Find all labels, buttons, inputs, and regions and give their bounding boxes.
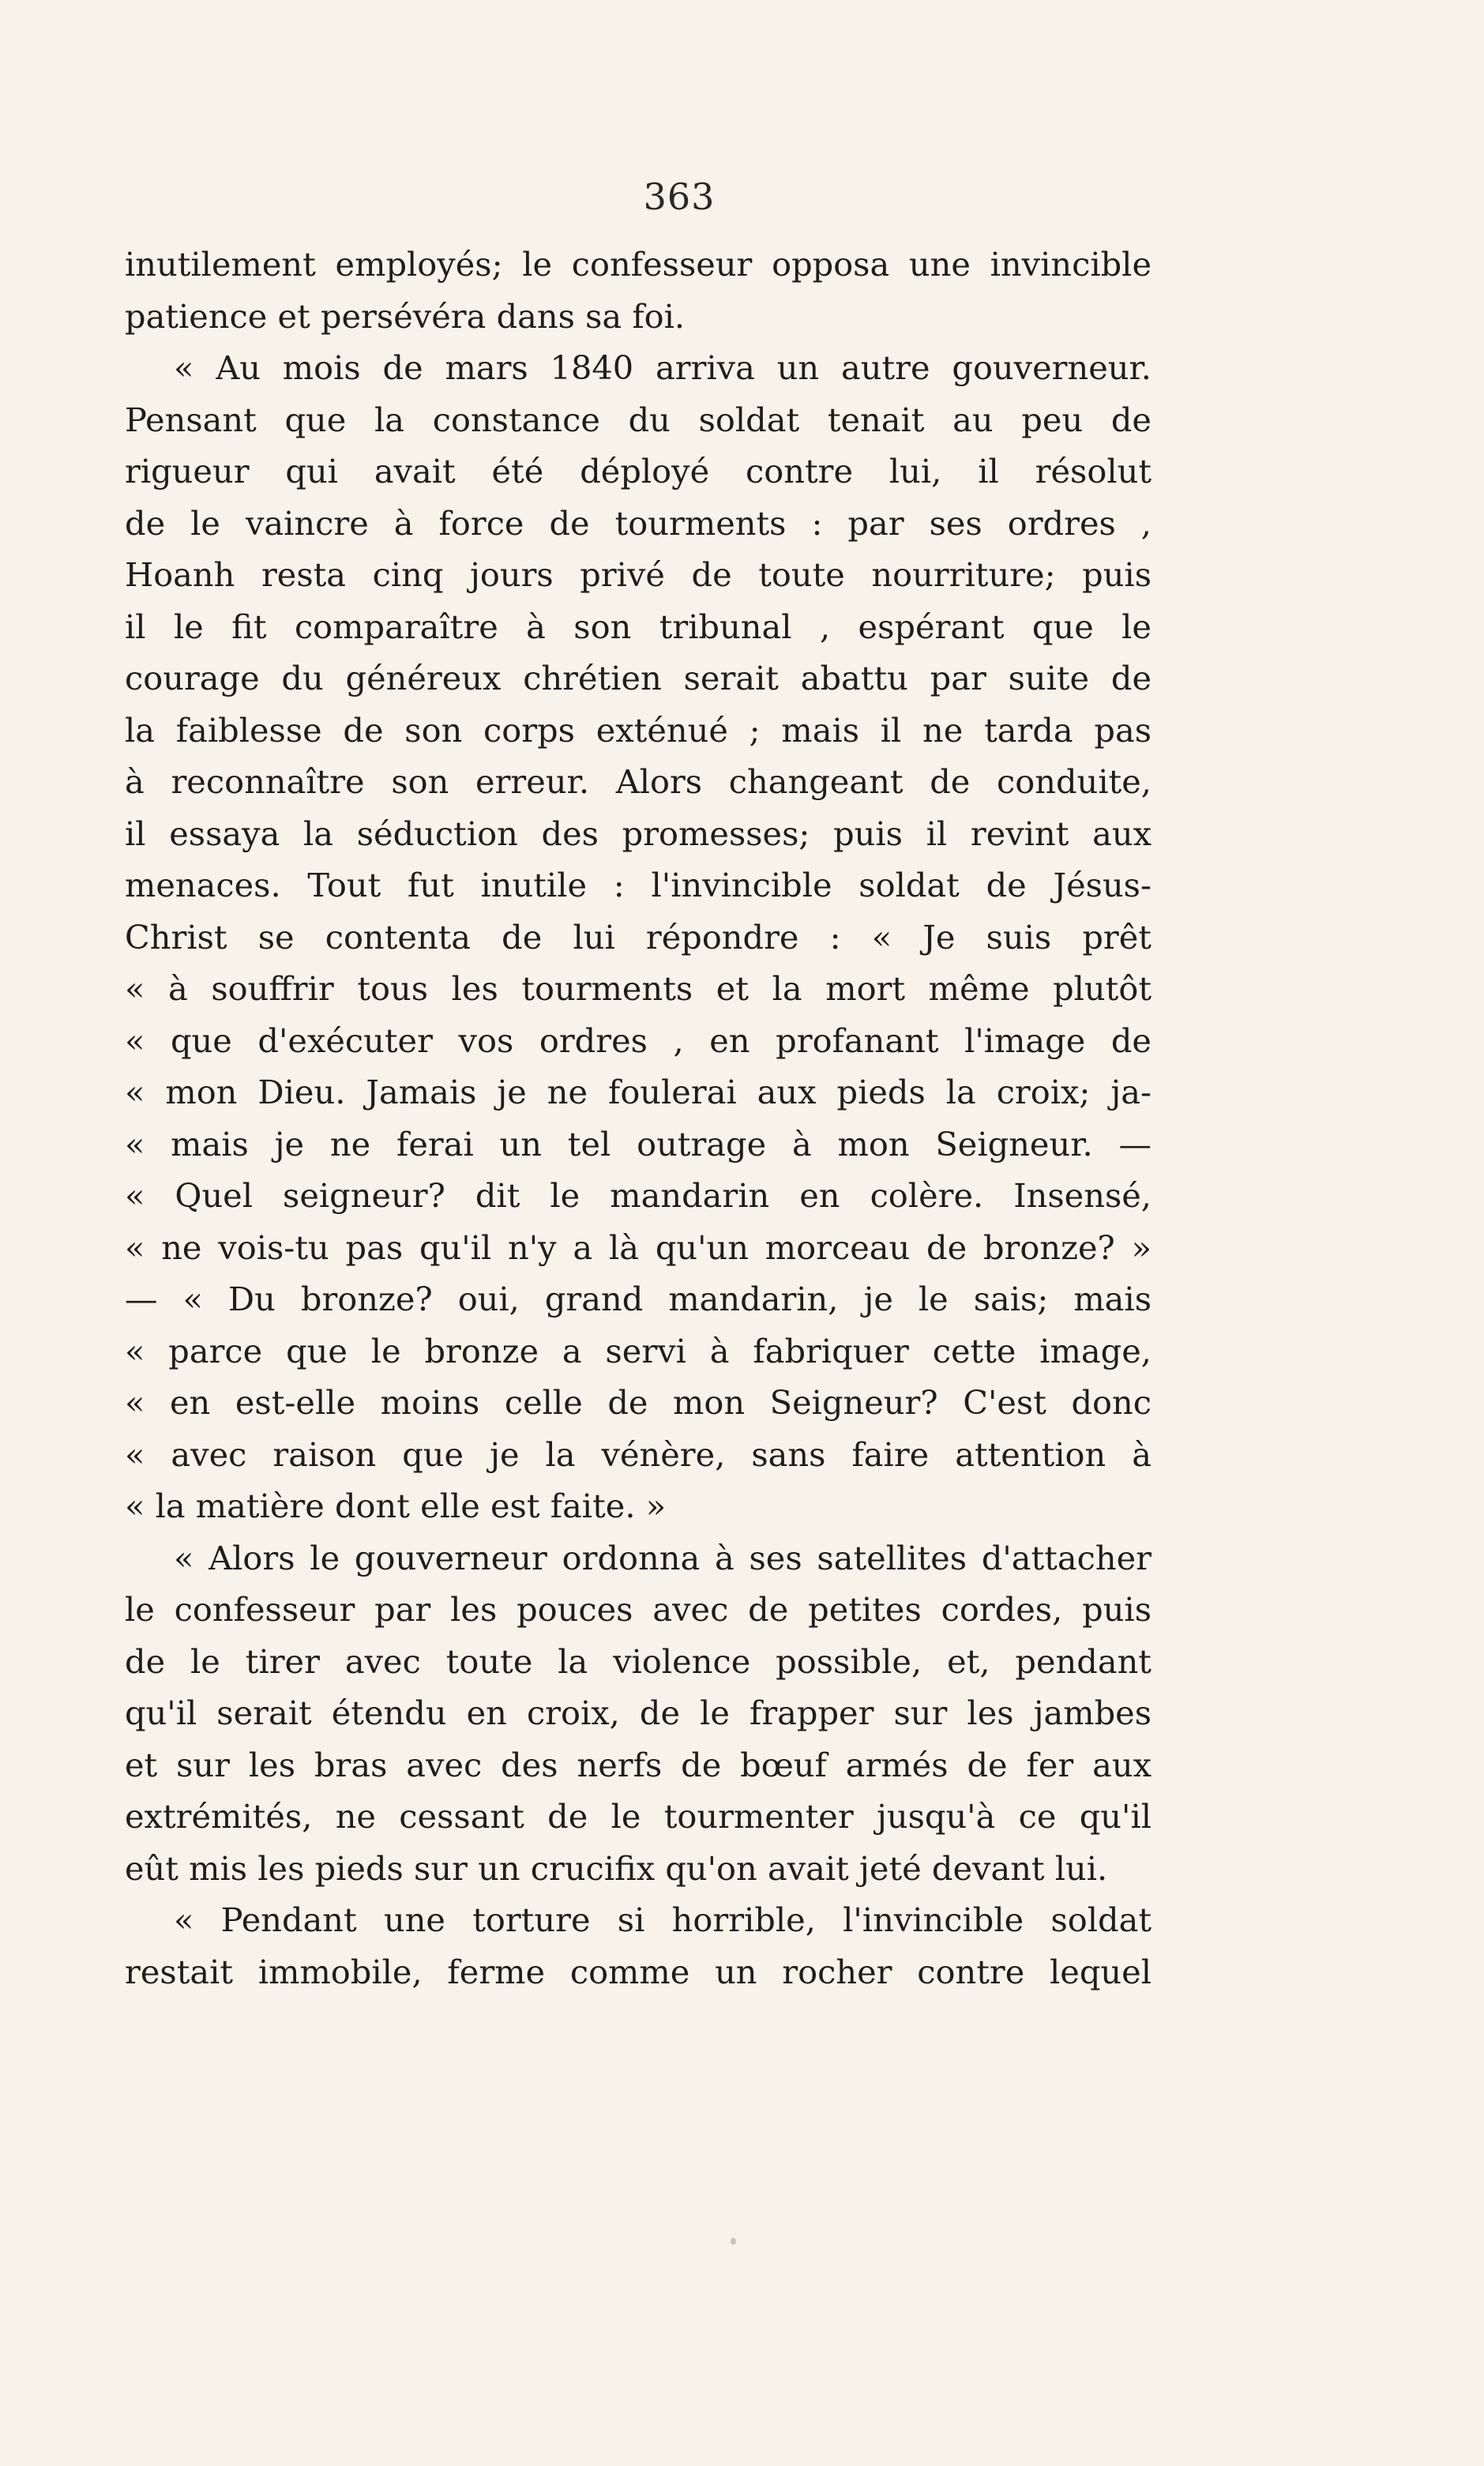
text-line: inutilement employés; le confesseur opposa une invincible xyxy=(125,245,1152,284)
page-number: 363 xyxy=(643,175,716,218)
text-line: Pensant que la constance du soldat tenait au peu de xyxy=(125,400,1152,439)
body-text xyxy=(125,239,1152,1998)
text-line: Hoanh resta cinq jours privé de toute nourriture; puis xyxy=(125,555,1152,594)
text-line: Christ se contenta de lui répondre : « Je suis prêt xyxy=(125,917,1152,957)
text-line: de le vaincre à force de tourments : par ses ordres , xyxy=(125,503,1152,543)
text-line: de le tirer avec toute la violence possible, et, pendant xyxy=(125,1641,1152,1681)
text-line: « en est-elle moins celle de mon Seigneur? C'est donc xyxy=(125,1383,1152,1422)
text-line: à reconnaître son erreur. Alors changeant de conduite, xyxy=(125,762,1152,801)
text-line: la faiblesse de son corps exténué ; mais il ne tarda pas xyxy=(125,710,1152,750)
text-line: et sur les bras avec des nerfs de bœuf armés de fer aux xyxy=(125,1745,1152,1784)
text-line: restait immobile, ferme comme un rocher contre lequel xyxy=(125,1952,1152,1991)
text-line: il le fit comparaître à son tribunal , espérant que le xyxy=(125,607,1152,646)
text-line: « à souffrir tous les tourments et la mort même plutôt xyxy=(125,969,1152,1008)
text-line: il essaya la séduction des promesses; puis il revint aux xyxy=(125,814,1152,853)
text-line: rigueur qui avait été déployé contre lui, il résolut xyxy=(125,452,1152,491)
text-line: « avec raison que je la vénère, sans faire attention à xyxy=(125,1434,1152,1474)
ink-speck xyxy=(731,2238,736,2245)
paragraph-first-line: « Au mois de mars 1840 arriva un autre gouverneur. xyxy=(174,348,1152,387)
text-line: « que d'exécuter vos ordres , en profanant l'image de xyxy=(125,1021,1152,1060)
text-line: courage du généreux chrétien serait abattu par suite de xyxy=(125,659,1152,697)
text-line: eût mis les pieds sur un crucifix qu'on avait jeté devant lui. xyxy=(125,1848,1108,1888)
text-line: extrémités, ne cessant de le tourmenter jusqu'à ce qu'il xyxy=(125,1797,1152,1836)
text-line: « mon Dieu. Jamais je ne foulerai aux pieds la croix; ja- xyxy=(125,1073,1152,1111)
text-line: « parce que le bronze a servi à fabriquer cette image, xyxy=(125,1331,1152,1370)
paragraph-first-line: « Alors le gouverneur ordonna à ses satellites d'attacher xyxy=(174,1538,1152,1577)
text-line: qu'il serait étendu en croix, de le frapper sur les jambes xyxy=(125,1693,1152,1732)
text-line: « la matière dont elle est faite. » xyxy=(125,1487,667,1525)
text-line: — « Du bronze? oui, grand mandarin, je le sais; mais xyxy=(125,1280,1152,1318)
text-line: le confesseur par les pouces avec de petites cordes, puis xyxy=(125,1590,1152,1629)
text-line: « mais je ne ferai un tel outrage à mon Seigneur. — xyxy=(125,1124,1152,1163)
text-line: menaces. Tout fut inutile : l'invincible soldat de Jésus- xyxy=(125,866,1152,904)
text-line: « Quel seigneur? dit le mandarin en colère. Insensé, xyxy=(125,1176,1152,1215)
text-line: patience et persévéra dans sa foi. xyxy=(125,296,686,336)
text-line: « ne vois-tu pas qu'il n'y a là qu'un morceau de bronze? » xyxy=(125,1227,1152,1267)
paragraph-first-line: « Pendant une torture si horrible, l'invincible soldat xyxy=(174,1900,1152,1939)
